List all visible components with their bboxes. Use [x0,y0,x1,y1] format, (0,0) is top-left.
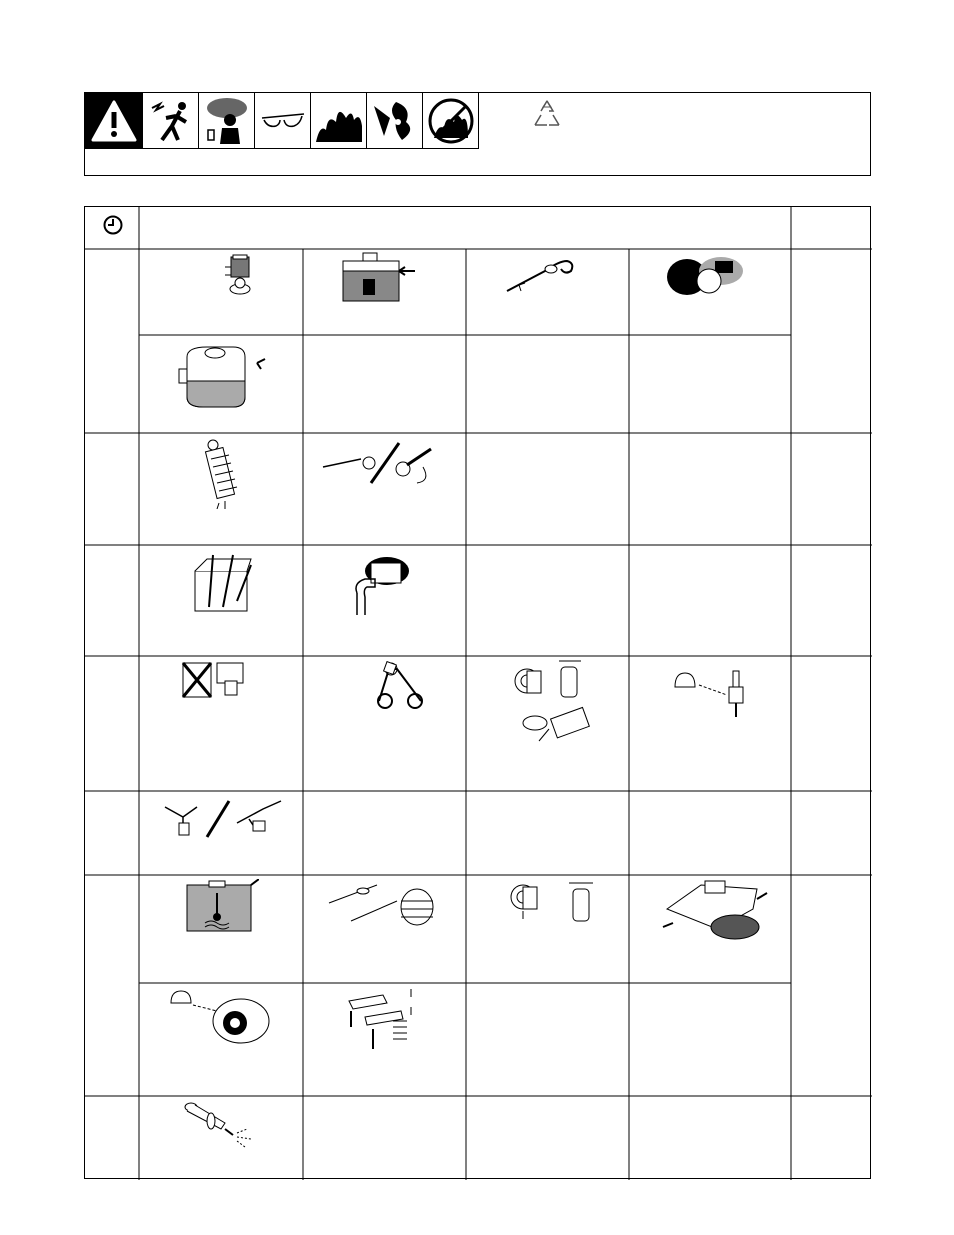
valve-clearance-icon [343,987,419,1055]
fuel-filter-change-icon [509,879,595,925]
air-cleaner-housing-icon [173,341,267,411]
electric-shock-icon [143,93,199,149]
air-filter-element-icon [193,437,247,509]
coolant-temperature-icon [185,879,259,933]
spark-plug-icon [673,665,751,725]
safety-glasses-icon [255,93,311,149]
weld-brush-wrench-icon [321,441,449,487]
engine-cleaning-icon [661,879,771,943]
oil-filter-change-icon [509,657,593,743]
fuel-line-icon [327,881,437,931]
fuel-filler-cap-icon [223,253,257,299]
clock-icon [103,215,123,235]
maintenance-schedule-table [84,206,871,1179]
safety-header-box [84,92,871,176]
no-remove-labels-icon [181,659,245,699]
fan-belt-tension-icon [375,661,425,711]
fire-hazard-icon [311,93,367,149]
general-warning-icon [85,93,143,149]
recycle-icon [529,97,565,133]
hazard-icon-strip [85,93,479,149]
clean-drain-icon [665,253,745,299]
fumes-gases-icon [199,93,255,149]
torch-lead-repair-icon [163,797,283,839]
no-fire-icon [423,93,479,149]
fuel-level-icon [341,251,415,303]
alternator-brushes-icon [169,987,275,1045]
moving-parts-icon [367,93,423,149]
exhaust-spark-arrestor-icon [347,553,415,619]
lead-inspection-icon [505,255,577,295]
fuel-injector-icon [181,1099,257,1149]
toolbox-icon [189,551,253,613]
